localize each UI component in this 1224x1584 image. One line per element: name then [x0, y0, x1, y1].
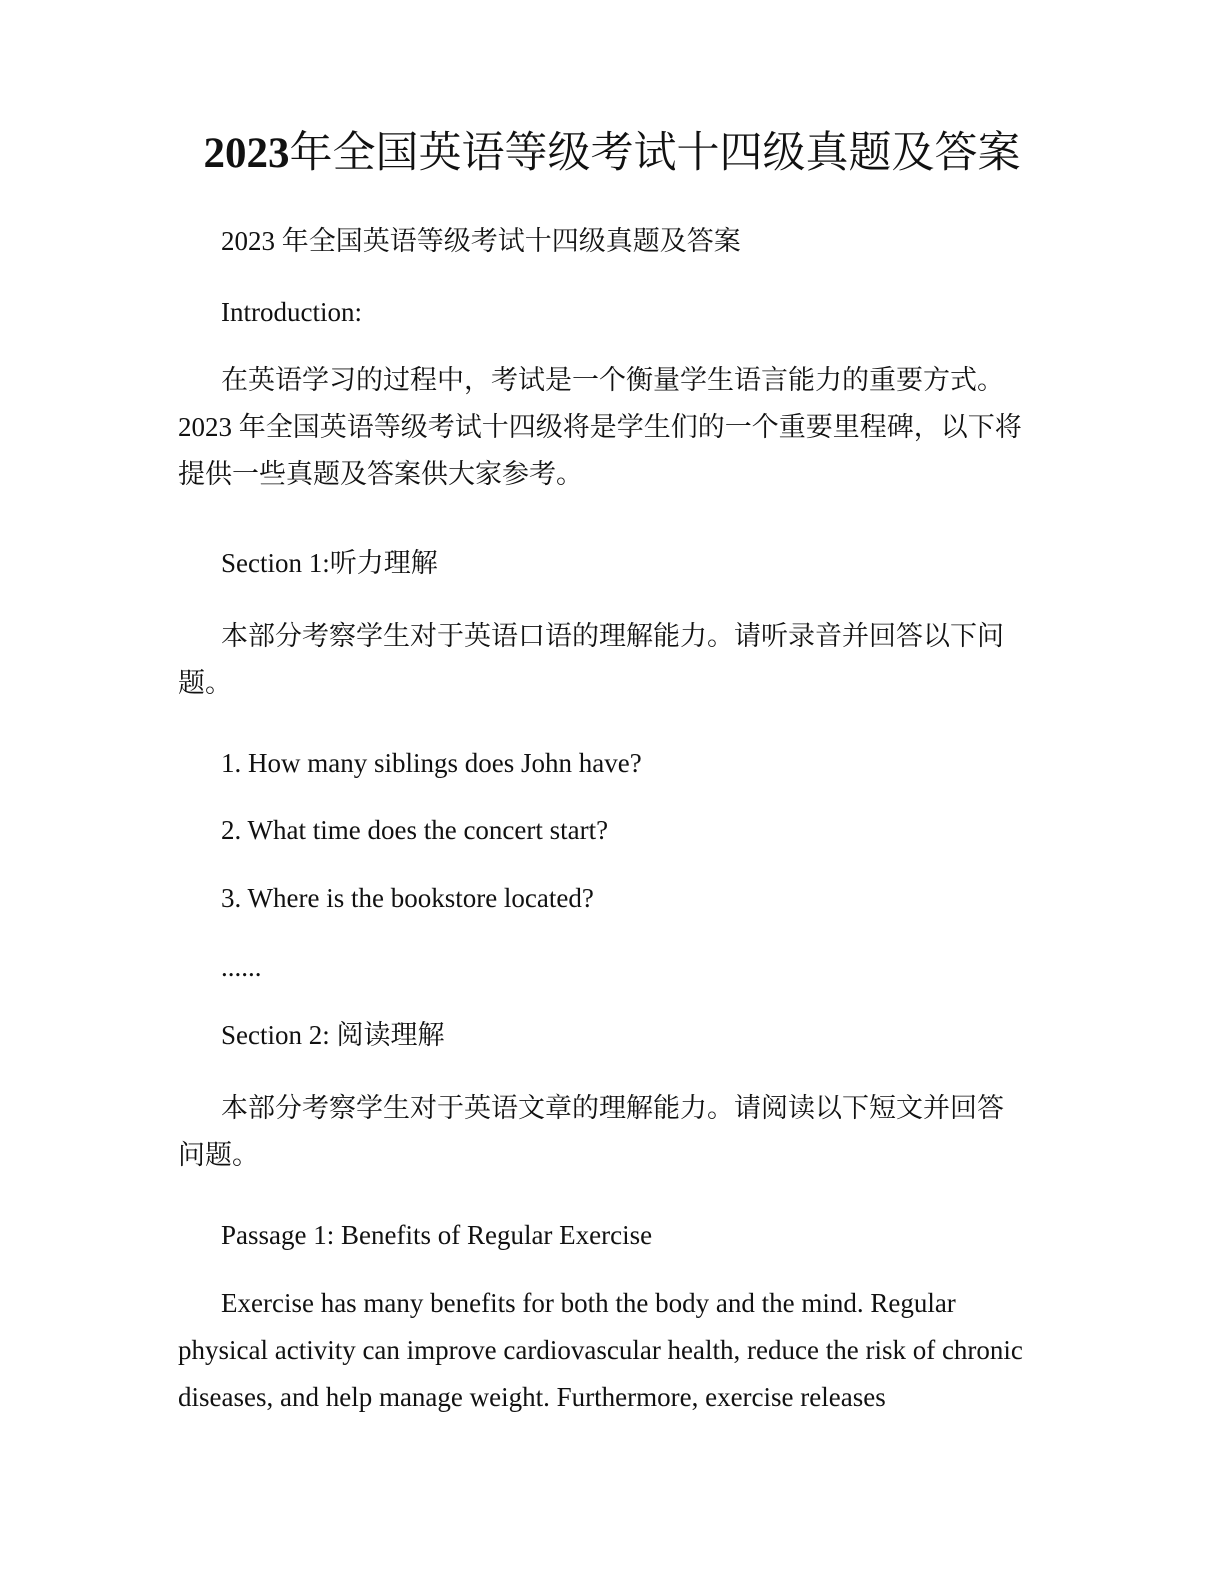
- intro-heading: Introduction:: [221, 297, 362, 327]
- passage1-text: Exercise has many benefits for both the body and the mind. Regular physical activity can improve cardiovascular health, reduce the risk of chronic diseases, and help manage weight. Furthermore, exercise releases: [178, 1288, 1023, 1412]
- section1-heading: Section 1:听力理解: [221, 548, 438, 578]
- ellipsis: ......: [221, 952, 262, 982]
- section2-description: 本部分考察学生对于英语文章的理解能力。请阅读以下短文并回答问题。: [178, 1093, 1004, 1170]
- question-item: 1. How many siblings does John have?: [221, 748, 642, 778]
- intro-paragraph: 在英语学习的过程中，考试是一个衡量学生语言能力的重要方式。2023 年全国英语等级考试十四级将是学生们的一个重要里程碑，以下将提供一些真题及答案供大家参考。: [178, 365, 1022, 489]
- passage1-title: Passage 1: Benefits of Regular Exercise: [221, 1220, 653, 1250]
- title-text: 年全国英语等级考试十四级真题及答案: [289, 130, 1021, 177]
- section2-heading: Section 2: 阅读理解: [221, 1020, 445, 1050]
- title-year: 2023: [203, 130, 290, 177]
- question-item: 3. Where is the bookstore located?: [221, 883, 594, 913]
- question-item: 2. What time does the concert start?: [221, 815, 609, 845]
- document-title: [0, 126, 1224, 182]
- section1-description: 本部分考察学生对于英语口语的理解能力。请听录音并回答以下问题。: [178, 621, 1004, 698]
- subtitle: 2023 年全国英语等级考试十四级真题及答案: [221, 226, 741, 256]
